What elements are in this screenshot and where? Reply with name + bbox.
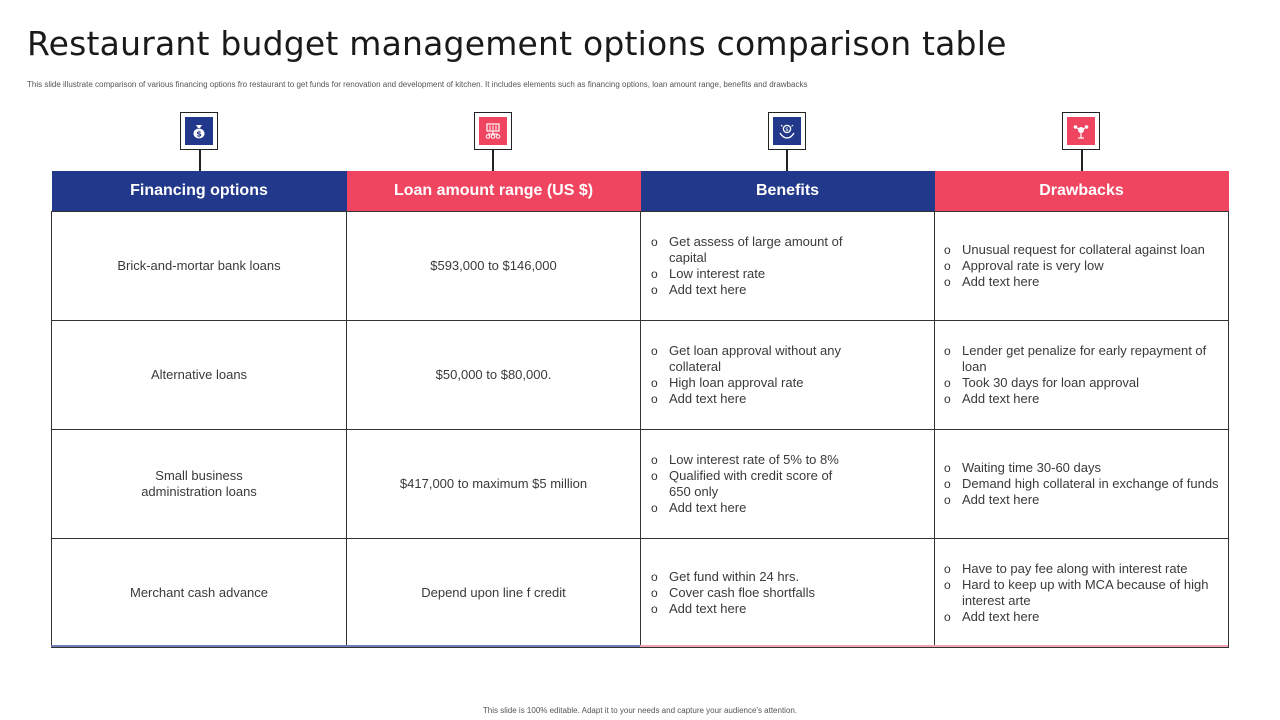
benefit-item: o Cover cash floe shortfalls — [651, 585, 846, 601]
icon-connector — [492, 150, 494, 171]
drawback-item: o Unusual request for collateral against loan — [944, 242, 1220, 258]
svg-text:$: $ — [196, 129, 202, 139]
drawbacks-cell — [935, 430, 1229, 539]
drawback-item: o Have to pay fee along with interest rate — [944, 561, 1220, 577]
header-financing-options: Financing options — [52, 171, 347, 212]
icon-connector — [786, 150, 788, 171]
drawback-item: o Add text here — [944, 492, 1220, 508]
svg-text:$: $ — [785, 127, 789, 134]
option-cell: Merchant cash advance — [52, 539, 347, 648]
drawbacks-cell — [935, 212, 1229, 321]
benefit-item: o Add text here — [651, 500, 846, 516]
range-cell: Depend upon line f credit — [347, 539, 641, 648]
header-loan-amount-range: Loan amount range (US $) — [347, 171, 641, 212]
benefit-item: o High loan approval rate — [651, 375, 846, 391]
icon-connector — [1081, 150, 1083, 171]
benefit-item: o Add text here — [651, 601, 846, 617]
benefits-cell — [641, 212, 935, 321]
drawbacks-cell — [935, 321, 1229, 430]
drawback-item: o Add text here — [944, 391, 1220, 407]
drawback-item: o Demand high collateral in exchange of funds — [944, 476, 1220, 492]
benefit-item: o Low interest rate — [651, 266, 846, 282]
hand-money-icon-frame — [768, 112, 806, 150]
header-benefits: Benefits — [641, 171, 935, 212]
benefit-item: o Get loan approval without any collateral — [651, 343, 846, 375]
drawback-item: o Waiting time 30-60 days — [944, 460, 1220, 476]
network-money-icon — [1067, 117, 1095, 145]
range-cell: $593,000 to $146,000 — [347, 212, 641, 321]
benefit-item: o Add text here — [651, 391, 846, 407]
money-bag-icon — [185, 117, 213, 145]
benefit-item: o Add text here — [651, 282, 846, 298]
option-cell: Alternative loans — [52, 321, 347, 430]
header-drawbacks: Drawbacks — [935, 171, 1229, 212]
table-bottom-accent-red — [640, 645, 1228, 647]
drawback-item: o Took 30 days for loan approval — [944, 375, 1220, 391]
drawbacks-cell — [935, 539, 1229, 648]
table-header-row — [52, 171, 1229, 212]
benefits-cell — [641, 321, 935, 430]
benefit-item: o Get assess of large amount of capital — [651, 234, 846, 266]
drawback-item: o Lender get penalize for early repayment of loan — [944, 343, 1220, 375]
bank-icon — [479, 117, 507, 145]
benefit-item: o Get fund within 24 hrs. — [651, 569, 846, 585]
drawback-item: o Add text here — [944, 609, 1220, 625]
slide-title: Restaurant budget management options comparison table — [27, 24, 1007, 63]
comparison-table — [51, 171, 1229, 648]
money-bag-icon-frame — [180, 112, 218, 150]
drawback-item: o Approval rate is very low — [944, 258, 1220, 274]
table-row — [52, 430, 1229, 539]
slide-footer: This slide is 100% editable. Adapt it to your needs and capture your audience's attention. — [482, 706, 798, 715]
benefit-item: o Qualified with credit score of 650 only — [651, 468, 846, 500]
drawback-item: o Hard to keep up with MCA because of high interest arte — [944, 577, 1220, 609]
slide-subtitle: This slide illustrate comparison of various financing options fro restaurant to get funds for renovation and development of kitchen. It includes elements such as financing options, loan amount range, benefits and drawbacks — [27, 80, 808, 89]
benefit-item: o Low interest rate of 5% to 8% — [651, 452, 846, 468]
drawback-item: o Add text here — [944, 274, 1220, 290]
hand-money-icon — [773, 117, 801, 145]
option-cell: Brick-and-mortar bank loans — [52, 212, 347, 321]
benefits-cell — [641, 539, 935, 648]
table-row — [52, 321, 1229, 430]
table-row — [52, 539, 1229, 648]
table-row — [52, 212, 1229, 321]
option-cell: Small business administration loans — [52, 430, 347, 539]
icon-connector — [199, 150, 201, 171]
network-money-icon-frame — [1062, 112, 1100, 150]
range-cell: $417,000 to maximum $5 million — [347, 430, 641, 539]
benefits-cell — [641, 430, 935, 539]
bank-icon-frame — [474, 112, 512, 150]
range-cell: $50,000 to $80,000. — [347, 321, 641, 430]
table-bottom-accent-navy — [51, 645, 640, 647]
